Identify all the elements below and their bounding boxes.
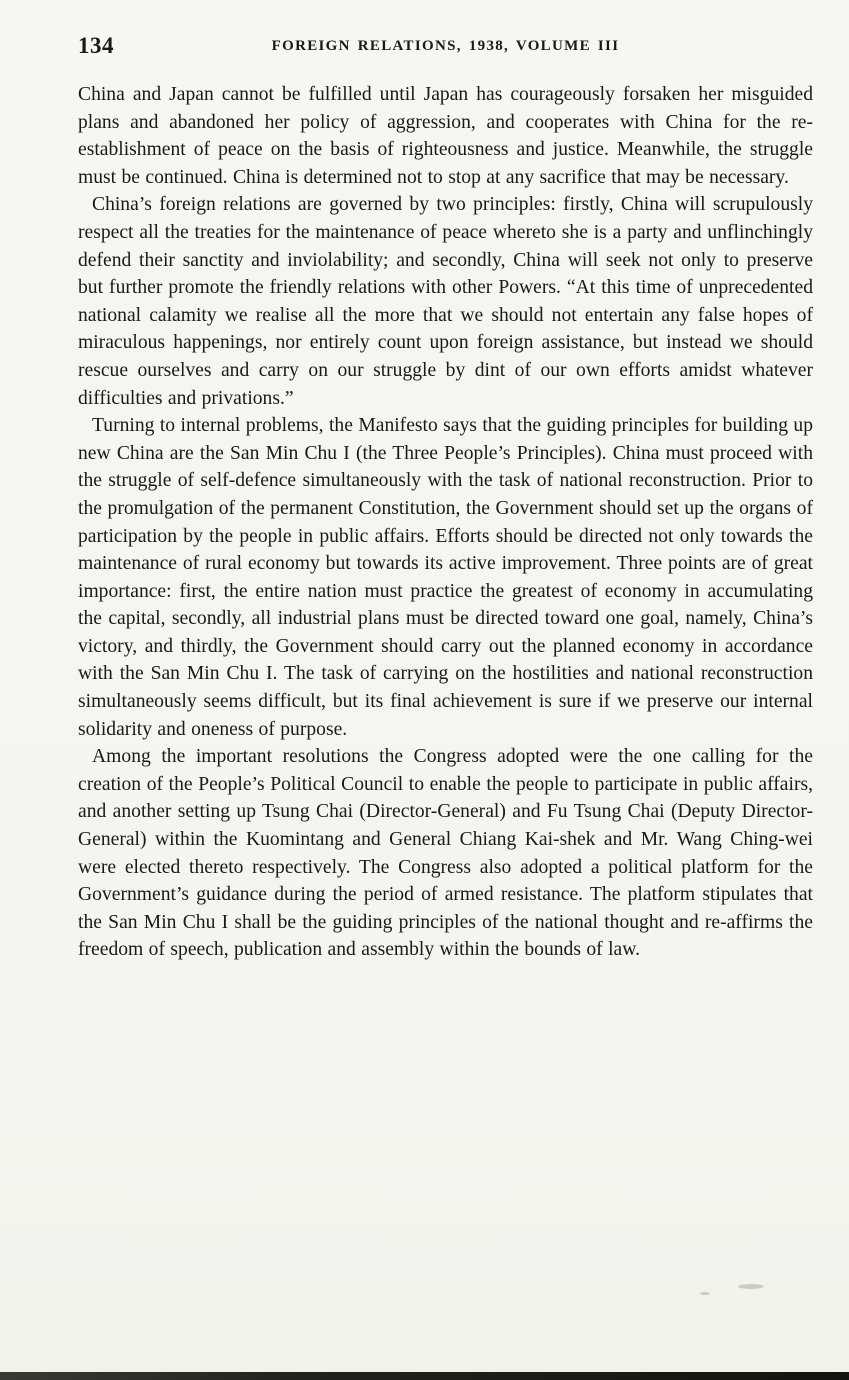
page-header [78, 33, 813, 63]
paragraph: China and Japan cannot be fulfilled until Japan has courageously forsaken her misguided plans and abandoned her policy of aggression, and cooperates with China for the re-establishment of peace on the basis of righteousness and justice. Meanwhile, the struggle must be continued. China is determined not to stop at any sacrifice that may be necessary. [78, 84, 813, 188]
paragraph: Among the important resolutions the Congress adopted were the one calling for the creation of the People’s Political Council to enable the people to participate in public affairs, and another setting up Tsung Chai (Director-General) and Fu Tsung Chai (Deputy Director-General) within the Kuomintang and General Chiang Kai-shek and Mr. Wang Ching-wei were elected thereto respectively. The Congress also adopted a political platform for the Government’s guidance during the period of armed resistance. The platform stipulates that the San Min Chu I shall be the guiding principles of the national thought and re-affirms the freedom of speech, publication and assembly within the bounds of law. [78, 746, 813, 961]
running-head: FOREIGN RELATIONS, 1938, VOLUME III [271, 38, 620, 54]
paragraph: Turning to internal problems, the Manifesto says that the guiding principles for building up new China are the San Min Chu I (the Three People’s Principles). China must proceed with the struggle of self-defence simultaneously with the task of national reconstruction. Prior to the promulgation of the permanent Constitution, the Government should set up the organs of participation by the people in public affairs. Efforts should be directed not only towards the maintenance of rural economy but towards its active improvement. Three points are of great importance: first, the entire nation must practice the greatest of economy in accumulating the capital, secondly, all industrial plans must be directed toward one goal, namely, China’s victory, and thirdly, the Government should carry out the planned economy in accordance with the San Min Chu I. The task of carrying on the hostilities and national reconstruction simultaneously seems difficult, but its final achievement is sure if we preserve our internal solidarity and oneness of purpose. [78, 415, 813, 740]
page-body [78, 81, 813, 964]
page-number: 134 [78, 33, 114, 58]
scan-edge-artifact [0, 1372, 849, 1380]
scan-speckle-artifact [738, 1284, 764, 1289]
scan-speckle-artifact [700, 1292, 710, 1295]
paragraph: China’s foreign relations are governed by two principles: firstly, China will scrupulously respect all the treaties for the maintenance of peace whereto she is a party and unflinchingly defend their sanctity and inviolability; and secondly, China will seek not only to preserve but further promote the friendly relations with other Powers. “At this time of unprecedented national calamity we realise all the more that we should not entertain any false hopes of miraculous happenings, nor entirely count upon foreign assistance, but instead we should rescue ourselves and carry on our struggle by dint of our own efforts amidst whatever difficulties and privations.” [78, 194, 813, 409]
